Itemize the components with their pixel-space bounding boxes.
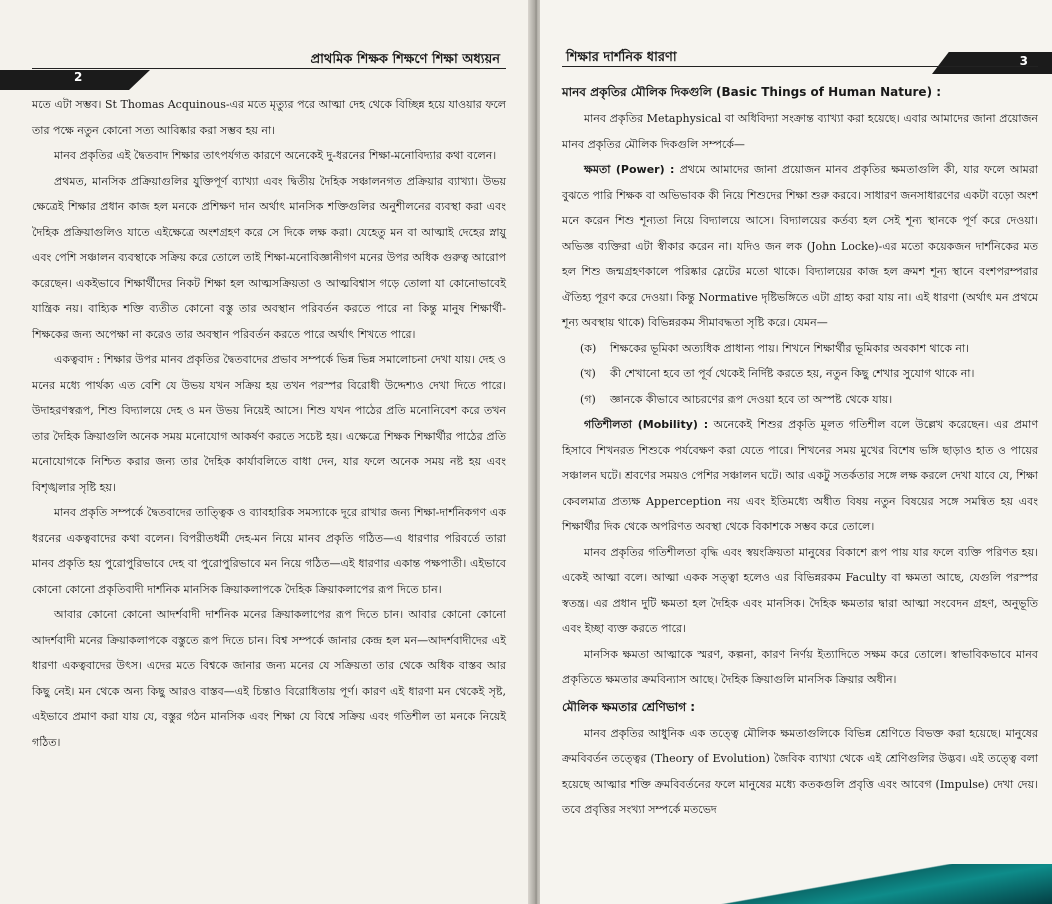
paragraph-text: প্রথমে আমাদের জানা প্রয়োজন মানব প্রকৃতির ক্ষমতাগুলি কী, যার ফলে আমরা বুঝতে পারি শিক্ষক বা অভিভাবক কী নিয়ে শিশুদের শিক্ষা শুরু করবে। সাধারণ জনসাধারণের একটা বড়ো অংশ মনে করেন শিশু শূন্যতা নিয়ে বিদ্যালয়ে আসে। বিদ্যালয়ের কর্তব্য হল সেই শূন্য স্থানকে পূর্ণ করে দেওয়া। অভিজ্ঞ ব্যক্তিরা এটা স্বীকার করেন না। যদিও জন লক (John Locke)-এর মতো কয়েকজন দার্শনিকের মত হল শিশু জন্মগ্রহণকালে পরিষ্কার স্লেটের মতো থাকে। বিদ্যালয়ের কাজ হল ক্রমশ শূন্য স্থানে বংশপরম্পরার ঐতিহ্য পূরণ করে দেওয়া। কিন্তু Normative দৃষ্টিভঙ্গিতে এটা গ্রাহ্য করা যায় না। এই ধারণা (অর্থাৎ মন প্রথমে শূন্য অবস্থায় থাকে) বিভিন্নরকম সীমাবদ্ধতা সৃষ্টি করে। যেমন— — [562, 163, 1038, 329]
paragraph: আবার কোনো কোনো আদর্শবাদী দার্শনিক মনের ক্রিয়াকলাপের রূপ দিতে চান। আবার কোনো কোনো আদর্শবাদী মনের ক্রিয়াকলাপকে বস্তুতে রূপ দিতে চান। বিশ্ব সম্পর্কে জানার কেন্দ্র হল মন—আদর্শবাদীদের এই ধারণা একত্ববাদের উৎস। এদের মতে বিশ্বকে জানার জন্য মনের যে সক্রিয়তা তার থেকে অধিক বাস্তব আর কিছু নেই। মন থেকে অন্য কিছু আরও বাস্তব—এই চিন্তাও বিরোধিতায় পূর্ণ। কারণ এই ধারণা মন থেকেই সৃষ্ট, এইভাবে প্রমাণ করা যায় যে, বস্তুর গঠন মানসিক এবং শিক্ষা যে বিশ্বে সক্রিয় এবং গতিশীল তা মনকে নিয়েই গঠিত। — [32, 608, 506, 749]
paragraph: মতে এটা সম্ভব। St Thomas Acquinous-এর মতে মৃত্যুর পরে আত্মা দেহ থেকে বিচ্ছিন্ন হয়ে যাওয়ার ফলে তার পক্ষে নতুন কোনো সত্য আবিষ্কার করা সম্ভব হয় না। — [32, 98, 506, 137]
paragraph: মানব প্রকৃতির এই দ্বৈতবাদ শিক্ষার তাৎপর্যগত কারণে অনেকেই দু-ধরনের শিক্ষা-মনোবিদ্যার কথা বলেন। — [54, 149, 497, 162]
paragraph: প্রথমত, মানসিক প্রক্রিয়াগুলির যুক্তিপূর্ণ ব্যাখ্যা এবং দ্বিতীয় দৈহিক সঞ্চালনগত প্রক্রিয়ার ব্যাখ্যা। উভয় ক্ষেত্রেই শিক্ষার প্রধান কাজ হল মনকে প্রশিক্ষণ দান অর্থাৎ মানসিক শক্তিগুলির অনুশীলনের ব্যবস্থা করা এবং দৈহিক প্রক্রিয়াগুলিও যাতে এইক্ষেত্রে অংশগ্রহণ করে সে দিকে লক্ষ করা। যেহেতু মন বা আত্মাই দেহের স্নায়ু এবং পেশি সঞ্চালন ব্যবস্থাকে সক্রিয় করে তোলে তাই শিক্ষা-মনোবিজ্ঞানীগণ মনের উপর অধিক গুরুত্ব আরোপ করেছেন। একইভাবে শিক্ষার্থীদের নিকট শিক্ষা হল আত্মসক্রিয়তা ও আত্মবিশ্বাস গড়ে তোলা যা কোনোভাবেই যান্ত্রিক নয়। বাহ্যিক শক্তি ব্যতীত কোনো বস্তু তার অবস্থান পরিবর্তন করতে পারে না কিন্তু মানুষ শিক্ষার্থী-শিক্ষকের জন্য অপেক্ষা না করেও তার অবস্থান পরিবর্তন করতে পারে অর্থাৎ শিখতে পারে। — [32, 174, 506, 341]
header-rule — [562, 66, 1038, 67]
paragraph-mobility — [562, 412, 1038, 540]
list-text: শিক্ষকের ভূমিকা অত্যধিক প্রাধান্য পায়। শিখনে শিক্ষার্থীর ভূমিকার অবকাশ থাকে না। — [610, 341, 970, 355]
list-text: কী শেখানো হবে তা পূর্ব থেকেই নির্দিষ্ট করতে হয়, নতুন কিছু শেখার সুযোগ থাকে না। — [610, 367, 975, 380]
page-number: 3 — [1019, 54, 1028, 68]
list-item — [580, 361, 1038, 387]
paragraph: মানব প্রকৃতির আধুনিক এক তত্ত্বে মৌলিক ক্ষমতাগুলিকে বিভিন্ন শ্রেণিতে বিভক্ত করা হয়েছে। মানুষের ক্রমবিবর্তন তত্ত্বের (Theory of Evolution) জৈবিক ব্যাখ্যা থেকে এই শ্রেণিগুলির উদ্ভব। এই তত্ত্বে বলা হয়েছে আত্মার শক্তি ক্রমবিবর্তনের ফলে মানুষের মধ্যে কতকগুলি প্রবৃত্তি এবং আবেগ (Impulse) দেখা দেয়। তবে প্রবৃত্তির সংখ্যা সম্পর্কে মতভেদ — [562, 726, 1038, 816]
section-heading: মানব প্রকৃতির মৌলিক দিকগুলি (Basic Things of Human Nature) : — [562, 85, 942, 99]
list-marker: (ক) — [580, 341, 597, 355]
left-page-body — [32, 92, 506, 755]
term-power: ক্ষমতা (Power) : — [584, 163, 675, 176]
paragraph: একত্ববাদ : শিক্ষার উপর মানব প্রকৃতির দ্বৈতবাদের প্রভাব সম্পর্কে ভিন্ন ভিন্ন সমালোচনা দেখা যায়। দেহ ও মনের মধ্যে পার্থক্য এত বেশি যে উভয় যখন সক্রিয় হয় তখন পরস্পর বিরোধী উদ্দেশ্যও দেখা দিতে পারে। উদাহরণস্বরূপ, শিশু বিদ্যালয়ে দেহ ও মন উভয় নিয়েই আসে। শিশু যখন পাঠের প্রতি মনোনিবেশ করে তখন তার দৈহিক ক্রিয়াগুলি অনেক সময় মনোযোগ আকর্ষণ করতে সচেষ্ট হয়। এক্ষেত্রে শিক্ষক শিক্ষার্থীর পাঠের প্রতি মনোযোগকে নিশ্চিত করার জন্য তার দৈহিক কার্যাবলিতে বাধা দেন, যার ফলে অনেক সময় নষ্ট হয় এবং বিশৃঙ্খলার সৃষ্টি হয়। — [32, 353, 507, 494]
list-item — [580, 387, 1038, 413]
page-number-tab — [932, 52, 1052, 74]
list-marker: (খ) — [580, 367, 596, 380]
background-surface — [540, 864, 1052, 904]
page-number: 2 — [74, 70, 83, 84]
term-mobility: গতিশীলতা (Mobility) : — [584, 418, 709, 431]
right-page-header — [562, 0, 1038, 70]
right-page-body — [562, 80, 1038, 823]
paragraph: মানব প্রকৃতির গতিশীলতা বৃদ্ধি এবং স্বয়ংক্রিয়তা মানুষের বিকাশে রূপ পায় যার ফলে ব্যক্তি পরিণত হয়। একেই আত্মা বলে। আত্মা একক সত্ত্বা হলেও এর বিভিন্নরকম Faculty বা ক্ষমতা আছে, যেগুলি পরস্পর স্বতন্ত্র। এর প্রধান দুটি ক্ষমতা হল দৈহিক এবং মানসিক। দৈহিক ক্ষমতার দ্বারা আত্মা সংবেদন গ্রহণ, অনুভূতি এবং ইচ্ছা ব্যক্ত করতে পারে। — [562, 545, 1038, 635]
paragraph: মানসিক ক্ষমতা আত্মাকে স্মরণ, কল্পনা, কারণ নির্ণয় ইত্যাদিতে সক্ষম করে তোলে। স্বাভাবিকভাবে মানব প্রকৃতিতে ক্ষমতার ক্রমবিন্যাস আছে। দৈহিক ক্রিয়াগুলি মানসিক ক্রিয়ার অধীন। — [562, 647, 1038, 686]
list-text: জ্ঞানকে কীভাবে আচরণের রূপ দেওয়া হবে তা অস্পষ্ট থেকে যায়। — [610, 392, 893, 406]
paragraph: মানব প্রকৃতি সম্পর্কে দ্বৈতবাদের তাত্ত্বিক ও ব্যাবহারিক সমস্যাকে দূরে রাখার জন্য শিক্ষা-দার্শনিকগণ এক ধরনের একত্ববাদের কথা বলেন। বিপরীতধর্মী দেহ-মন নিয়ে মানব প্রকৃতি গঠিত—এ ধারণার পরিবর্তে তারা মানব প্রকৃতি হয় পুরোপুরিভাবে দেহ বা পুরোপুরিভাবে মন নিয়ে গঠিত—এই ধারণার একান্ত পক্ষপাতী। এইভাবে কোনো কোনো প্রকৃতিবাদী দার্শনিক মানসিক ক্রিয়াকলাপকে দৈহিক ক্রিয়াকলাপের রূপ দিতে চান। — [32, 506, 506, 596]
list-marker: (গ) — [580, 392, 596, 406]
paragraph-power — [562, 157, 1038, 336]
paragraph: মানব প্রকৃতির Metaphysical বা অধিবিদ্যা সংক্রান্ত ব্যাখ্যা করা হয়েছে। এবার আমাদের জানা প্রয়োজন মানব প্রকৃতির মৌলিক দিকগুলি সম্পর্কে— — [562, 112, 1038, 151]
subsection-heading: মৌলিক ক্ষমতার শ্রেণিভাগ : — [562, 699, 696, 714]
list-item — [580, 336, 1038, 362]
header-rule — [32, 68, 506, 69]
running-title: প্রাথমিক শিক্ষক শিক্ষণে শিক্ষা অধ্যয়ন — [310, 52, 500, 67]
right-page — [540, 0, 1052, 904]
paragraph-text: অনেকেই শিশুর প্রকৃতি মূলত গতিশীল বলে উল্লেখ করেছেন। এর প্রমাণ হিসাবে শিখনরত শিশুকে পর্যবেক্ষণ করা যেতে পারে। শিখনের সময় মুখের বিশেষ ভঙ্গি ছাড়াও হাত ও পায়ের সঞ্চালন ঘটে। শ্রবণের সময়ও পেশির সঞ্চালন ঘটে। আর একটু সতর্কতার সঙ্গে লক্ষ করলে দেখা যাবে যে, শিক্ষা কেবলমাত্র প্রত্যক্ষ Apperception নয় এবং ইতিমধ্যে অধীত বিষয় নতুন বিষয়ের সঙ্গে সমন্বিত হয় এবং শিক্ষার্থীর দিক থেকে অপরিণত অবস্থা থেকে বিকাশকে সম্ভব করে তোলে। — [562, 418, 1038, 533]
running-title: শিক্ষার দার্শনিক ধারণা — [566, 50, 677, 65]
left-page-header — [32, 0, 506, 84]
